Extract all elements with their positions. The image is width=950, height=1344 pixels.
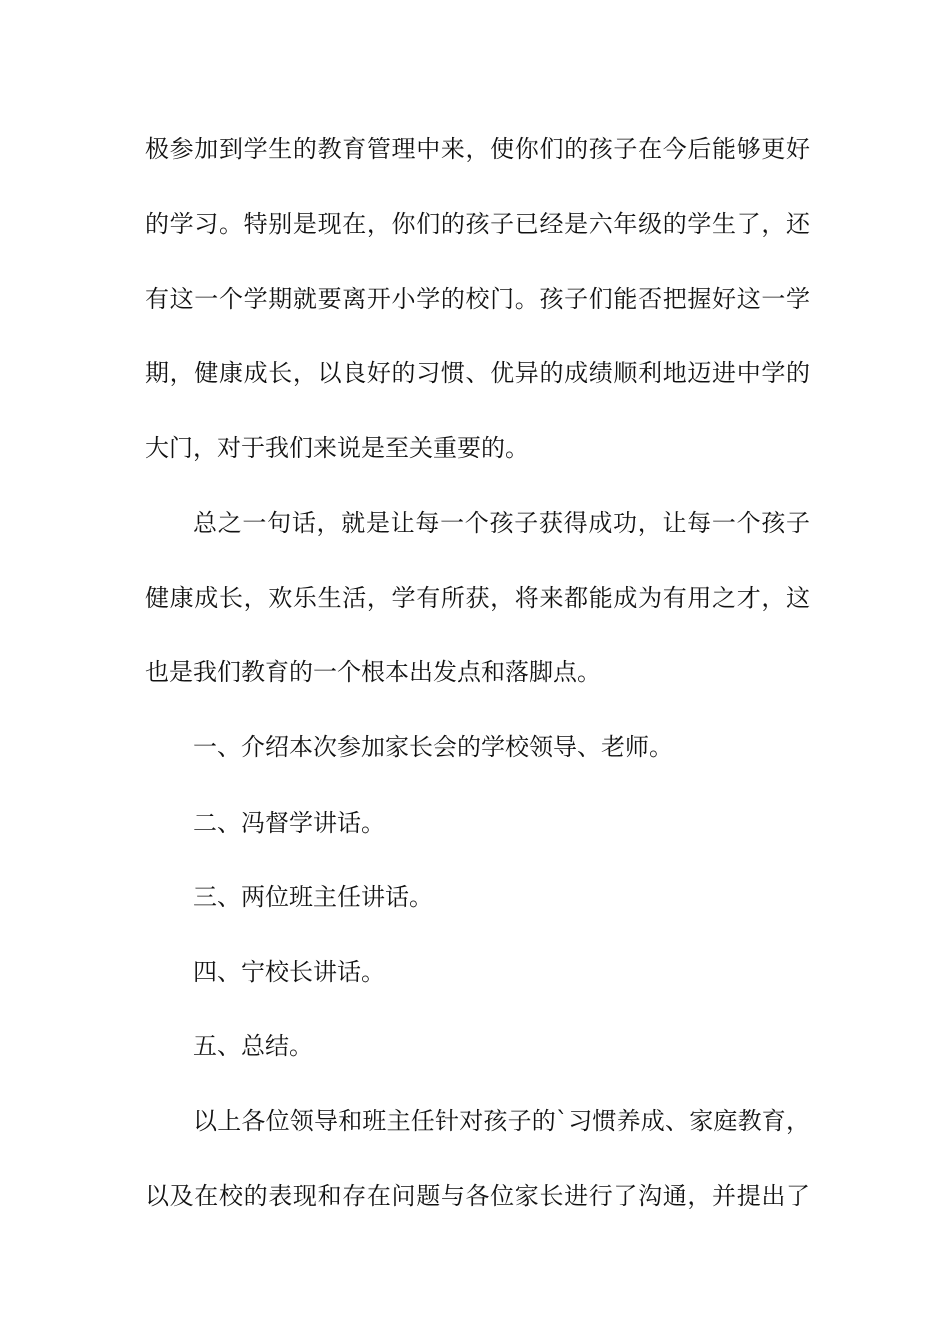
text-line: 总之一句话，就是让每一个孩子获得成功，让每一个孩子	[193, 509, 810, 537]
agenda-item: 三、两位班主任讲话。	[193, 883, 433, 911]
agenda-item: 一、介绍本次参加家长会的学校领导、老师。	[193, 733, 673, 761]
agenda-item: 二、冯督学讲话。	[193, 809, 385, 837]
text-line: 有这一个学期就要离开小学的校门。孩子们能否把握好这一学	[145, 285, 810, 313]
text-line: 健康成长，欢乐生活，学有所获，将来都能成为有用之才，这	[145, 584, 810, 612]
text-line: 期，健康成长，以良好的习惯、优异的成绩顺利地迈进中学的	[145, 359, 810, 387]
text-line: 以上各位领导和班主任针对孩子的`习惯养成、家庭教育，	[193, 1107, 810, 1135]
agenda-item: 四、宁校长讲话。	[193, 958, 385, 986]
text-line: 大门，对于我们来说是至关重要的。	[145, 434, 529, 462]
text-line: 极参加到学生的教育管理中来，使你们的孩子在今后能够更好	[145, 135, 810, 163]
agenda-item: 五、总结。	[193, 1032, 313, 1060]
text-line: 也是我们教育的一个根本出发点和落脚点。	[145, 658, 601, 686]
text-line: 以及在校的表现和存在问题与各位家长进行了沟通，并提出了	[145, 1182, 810, 1210]
text-line: 的学习。特别是现在，你们的孩子已经是六年级的学生了，还	[145, 210, 810, 238]
